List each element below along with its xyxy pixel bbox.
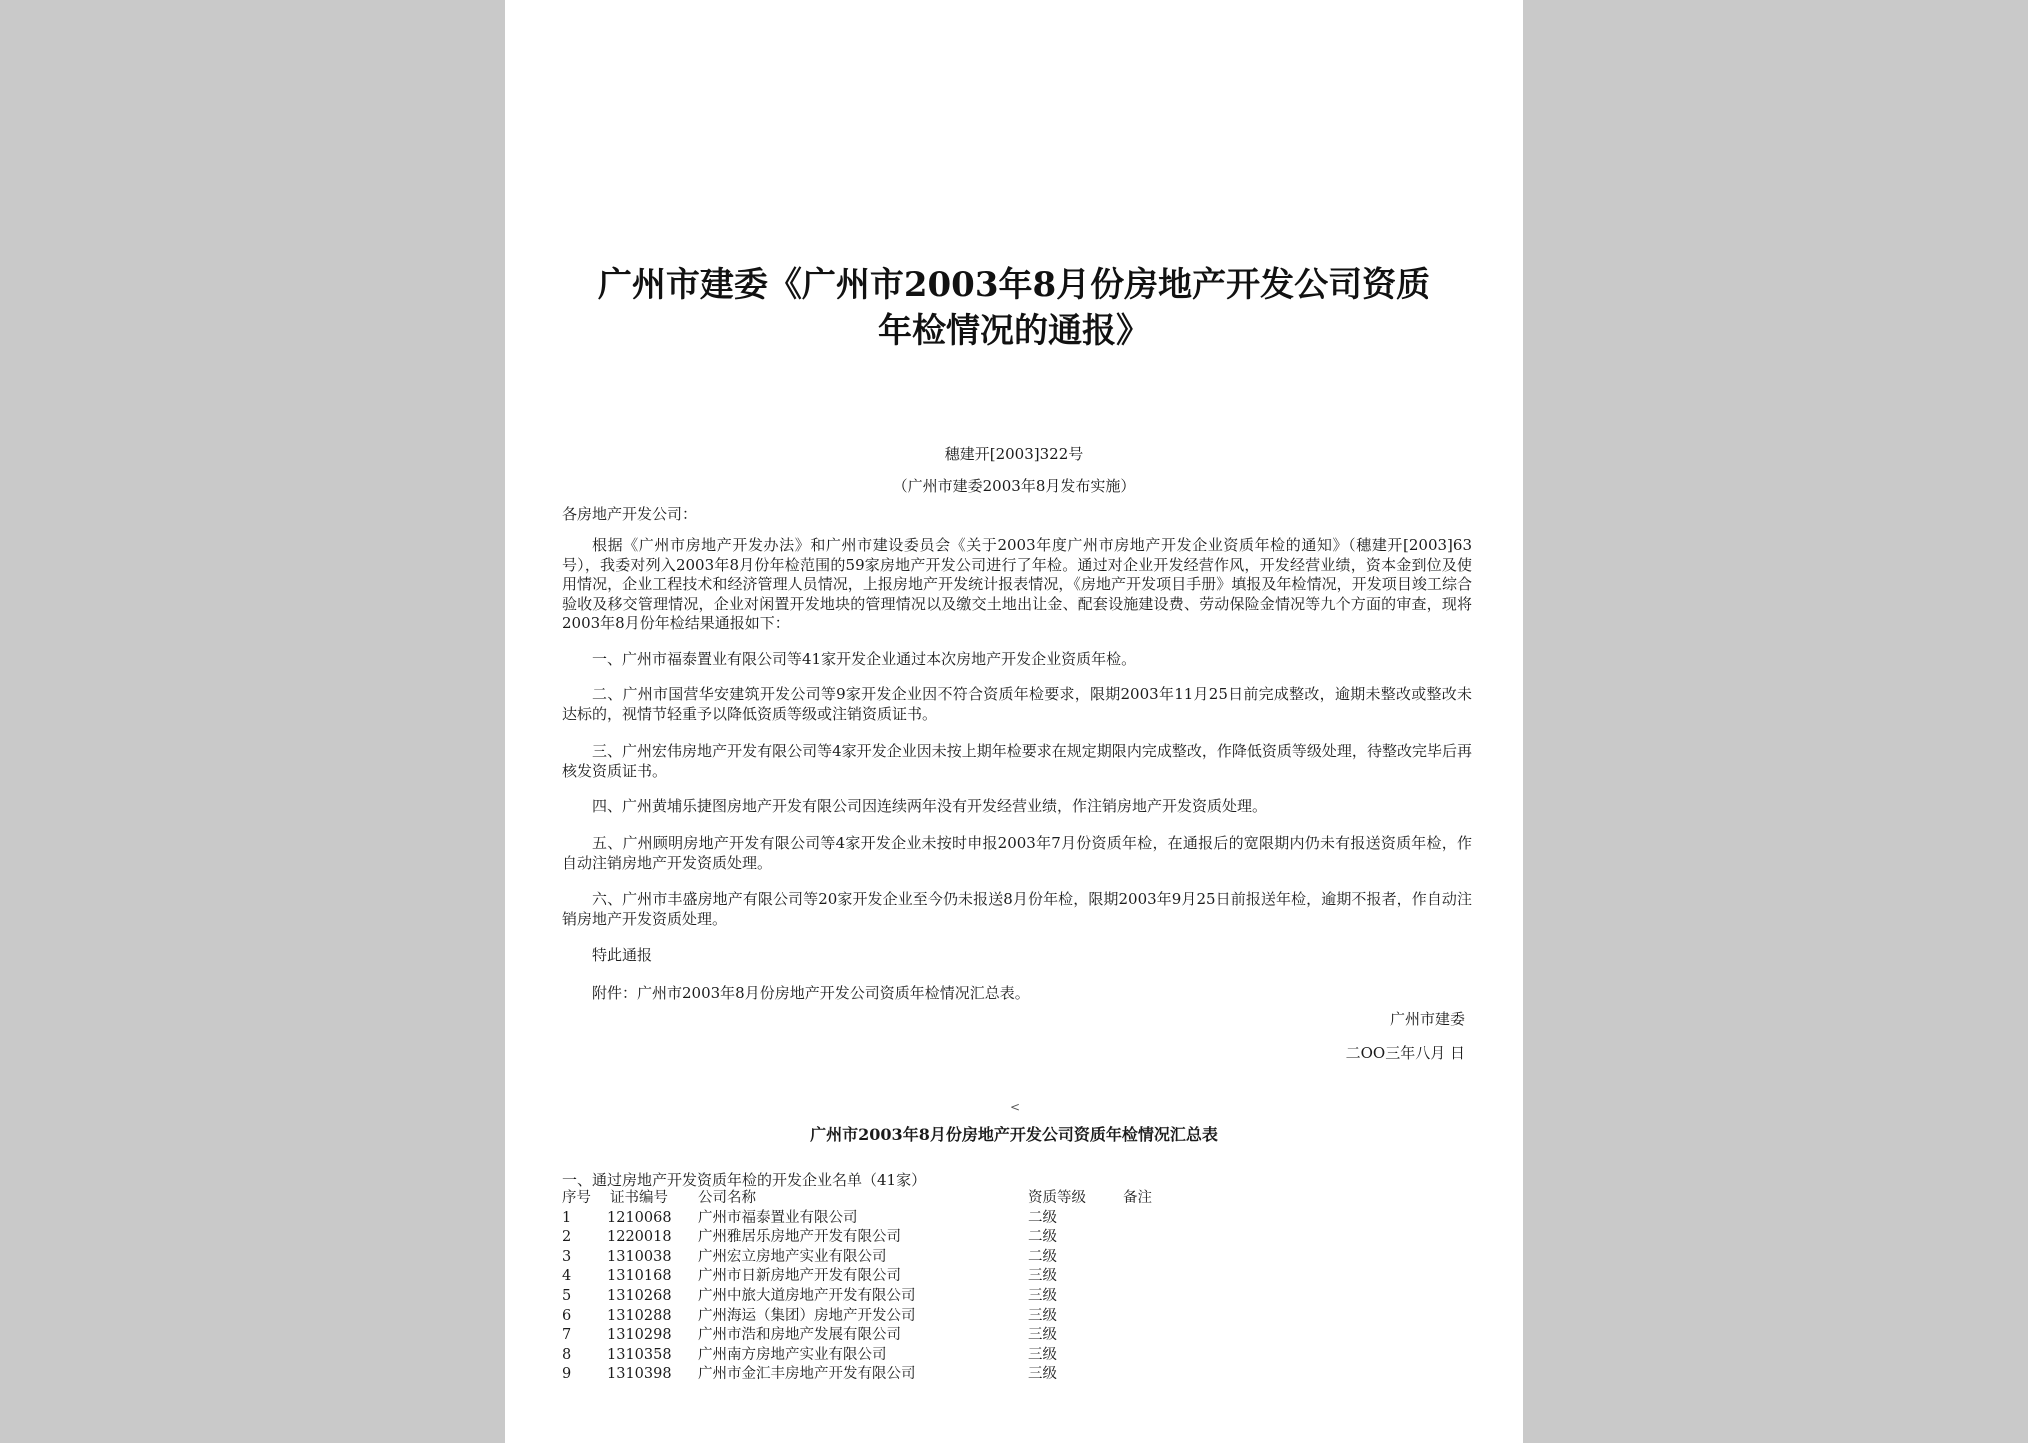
cell-cert: 1310038 (607, 1248, 672, 1265)
table-row (562, 1209, 1472, 1229)
cell-cert: 1310268 (607, 1287, 672, 1304)
paragraph-item-6: 六、广州市丰盛房地产有限公司等20家开发企业至今仍未报送8月份年检，限期2003年9月25日前报送年检，逾期不报者，作自动注销房地产开发资质处理。 (562, 890, 1472, 928)
annex-section-heading: 一、通过房地产开发资质年检的开发企业名单（41家） (562, 1171, 927, 1189)
paragraph-item-3: 三、广州宏伟房地产开发有限公司等4家开发企业因未按上期年检要求在规定期限内完成整改，作降低资质等级处理，待整改完毕后再核发资质证书。 (562, 742, 1472, 780)
paragraph-item-5: 五、广州顾明房地产开发有限公司等4家开发企业未按时申报2003年7月份资质年检，在通报后的宽限期内仍未有报送资质年检，作自动注销房地产开发资质处理。 (562, 834, 1472, 872)
cell-cert: 1210068 (607, 1209, 672, 1226)
paragraph-item-2: 二、广州市国营华安建筑开发公司等9家开发企业因不符合资质年检要求，限期2003年11月25日前完成整改，逾期未整改或整改未达标的，视情节轻重予以降低资质等级或注销资质证书。 (562, 685, 1472, 723)
cell-grade: 三级 (1028, 1366, 1057, 1383)
cell-seq: 8 (562, 1346, 572, 1363)
cell-company-name: 广州宏立房地产实业有限公司 (698, 1248, 887, 1265)
cell-grade: 三级 (1028, 1268, 1057, 1285)
issued-note: （广州市建委2003年8月发布实施） (892, 477, 1136, 495)
title-line-1: 广州市建委《广州市2003年8月份房地产开发公司资质 (597, 265, 1431, 305)
cell-company-name: 广州南方房地产实业有限公司 (698, 1346, 887, 1363)
cell-grade: 二级 (1028, 1209, 1057, 1226)
cell-seq: 2 (562, 1229, 572, 1246)
cell-company-name: 广州海运（集团）房地产开发公司 (698, 1307, 916, 1324)
document-page (505, 0, 1523, 1443)
issue-date: 二OO三年八月 日 (1345, 1044, 1465, 1062)
table-row (562, 1228, 1472, 1248)
paragraph-intro: 根据《广州市房地产开发办法》和广州市建设委员会《关于2003年度广州市房地产开发企业资质年检的通知》（穗建开[2003]63号），我委对列入2003年8月份年检范围的59家房地产开发公司进行了年检。通过对企业开发经营作风，开发经营业绩，资本金到位及使用情况，企业工程技术和经济管理人员情况，上报房地产开发统计报表情况，《房地产开发项目手册》填报及年检情况，开发项目竣工综合验收及移交管理情况，企业对闲置开发地块的管理情况以及缴交土地出让金、配套设施建设费、劳动保险金情况等九个方面的审查，现将2003年8月份年检结果通报如下： (562, 536, 1472, 632)
cell-seq: 9 (562, 1366, 572, 1383)
table-row (562, 1267, 1472, 1287)
cell-grade: 三级 (1028, 1287, 1057, 1304)
cell-cert: 1310298 (607, 1327, 672, 1344)
table-row (562, 1307, 1472, 1327)
table-row (562, 1248, 1472, 1268)
paragraph-item-4: 四、广州黄埔乐捷图房地产开发有限公司因连续两年没有开发经营业绩，作注销房地产开发资质处理。 (592, 797, 1268, 815)
table-row (562, 1326, 1472, 1346)
paragraph-attachment: 附件：广州市2003年8月份房地产开发公司资质年检情况汇总表。 (592, 984, 1030, 1002)
cell-grade: 三级 (1028, 1307, 1057, 1324)
cell-grade: 三级 (1028, 1327, 1057, 1344)
cell-seq: 7 (562, 1327, 572, 1344)
table-header-row (562, 1189, 1472, 1209)
cell-cert: 1310168 (607, 1268, 672, 1285)
cell-cert: 1310398 (607, 1366, 672, 1383)
document-number: 穗建开[2003]322号 (944, 445, 1084, 463)
cell-seq: 5 (562, 1287, 572, 1304)
document-title (505, 262, 1523, 354)
signer: 广州市建委 (1389, 1010, 1465, 1028)
cell-company-name: 广州雅居乐房地产开发有限公司 (698, 1229, 901, 1246)
paragraph-item-1: 一、广州市福泰置业有限公司等41家开发企业通过本次房地产开发企业资质年检。 (592, 650, 1137, 668)
cell-seq: 6 (562, 1307, 572, 1324)
table-row (562, 1287, 1472, 1307)
cell-grade: 二级 (1028, 1229, 1057, 1246)
header-grade: 资质等级 (1028, 1190, 1086, 1206)
cell-seq: 4 (562, 1268, 572, 1285)
cell-company-name: 广州市浩和房地产发展有限公司 (698, 1327, 901, 1344)
cell-company-name: 广州市福泰置业有限公司 (698, 1209, 858, 1226)
header-note: 备注 (1123, 1190, 1152, 1206)
cell-cert: 1310288 (607, 1307, 672, 1324)
scan-mark: < (1010, 1100, 1021, 1114)
cell-company-name: 广州市金汇丰房地产开发有限公司 (698, 1366, 916, 1383)
header-seq: 序号 (562, 1190, 591, 1206)
cell-grade: 三级 (1028, 1346, 1057, 1363)
cell-grade: 二级 (1028, 1248, 1057, 1265)
table-row (562, 1346, 1472, 1366)
salutation: 各房地产开发公司： (562, 505, 698, 523)
title-line-2: 年检情况的通报》 (878, 311, 1150, 351)
cell-cert: 1310358 (607, 1346, 672, 1363)
header-name: 公司名称 (698, 1190, 756, 1206)
paragraph-notice: 特此通报 (592, 946, 653, 964)
annex-table (562, 1189, 1472, 1385)
cell-company-name: 广州市日新房地产开发有限公司 (698, 1268, 901, 1285)
cell-seq: 1 (562, 1209, 572, 1226)
cell-seq: 3 (562, 1248, 572, 1265)
cell-company-name: 广州中旅大道房地产开发有限公司 (698, 1287, 916, 1304)
header-cert: 证书编号 (610, 1190, 668, 1206)
annex-title: 广州市2003年8月份房地产开发公司资质年检情况汇总表 (810, 1125, 1218, 1144)
table-row (562, 1365, 1472, 1385)
cell-cert: 1220018 (607, 1229, 672, 1246)
